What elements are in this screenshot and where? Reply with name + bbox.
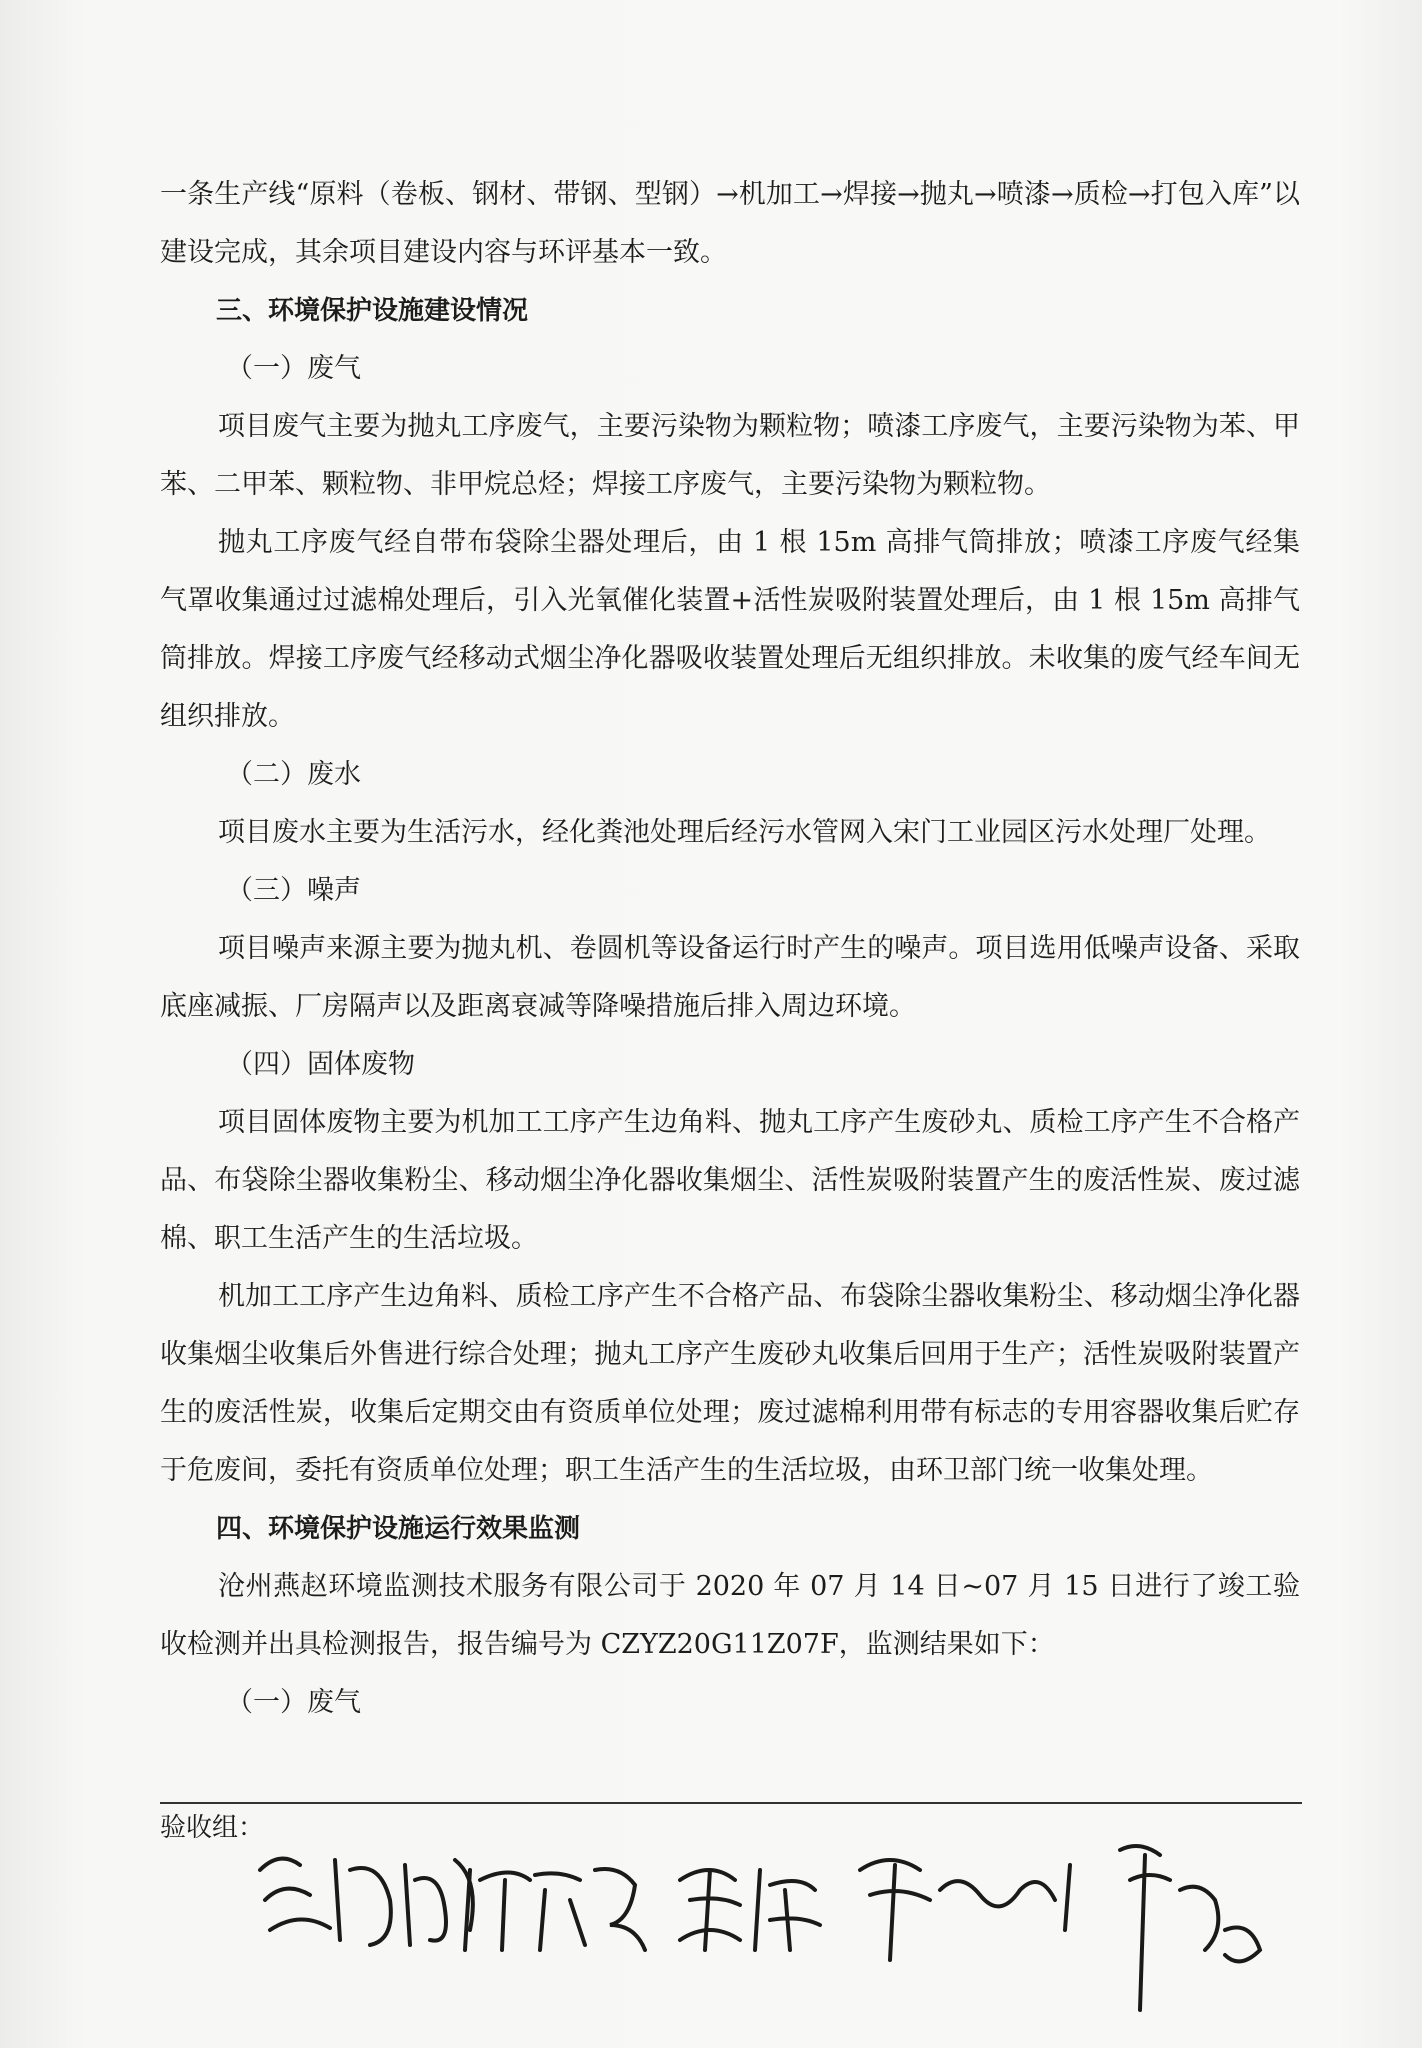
signature-5 <box>1120 1846 1260 2010</box>
subheading-exhaust-results: （一）废气 <box>226 1687 361 1718</box>
paragraph-solid-waste-handling: 机加工工序产生边角料、质检工序产生不合格产品、布袋除尘器收集粉尘、移动烟尘净化器收集烟尘收集后外售进行综合处理；抛丸工序产生废砂丸收集后回用于生产；活性炭吸附装置产生的废活性炭，收集后定期交由有资质单位处理；废过滤棉利用带有标志的专用容器收集后贮存于危废间，委托有资质单位处理；职工生活产生的生活垃圾，由环卫部门统一收集处理。 <box>160 1281 1300 1486</box>
signature-4 <box>860 1860 1070 1960</box>
paragraph-exhaust-treatment: 抛丸工序废气经自带布袋除尘器处理后，由 1 根 15m 高排气筒排放；喷漆工序废气经集气罩收集通过过滤棉处理后，引入光氧催化装置+活性炭吸附装置处理后，由 1 根 15m 高排气筒排放。焊接工序废气经移动式烟尘净化器吸收装置处理后无组织排放。未收集的废气经车间无组织排放。 <box>160 527 1300 732</box>
paragraph-wastewater: 项目废水主要为生活污水，经化粪池处理后经污水管网入宋门工业园区污水处理厂处理。 <box>218 817 1271 848</box>
subheading-wastewater: （二）废水 <box>226 759 361 790</box>
subheading-noise: （三）噪声 <box>226 875 361 906</box>
paragraph-intro: 一条生产线“原料（卷板、钢材、带钢、型钢）→机加工→焊接→抛丸→喷漆→质检→打包入库”以建设完成，其余项目建设内容与环评基本一致。 <box>160 179 1300 268</box>
acceptance-group-label: 验收组： <box>160 1813 265 1843</box>
footer-divider <box>160 1802 1302 1804</box>
paragraph-solid-waste-sources: 项目固体废物主要为机加工工序产生边角料、抛丸工序产生废砂丸、质检工序产生不合格产品、布袋除尘器收集粉尘、移动烟尘净化器收集烟尘、活性炭吸附装置产生的废活性炭、废过滤棉、职工生活产生的生活垃圾。 <box>160 1107 1300 1254</box>
signature-2 <box>465 1869 645 1950</box>
handwritten-signatures <box>240 1810 1360 2030</box>
document-body <box>160 166 1300 1732</box>
paragraph-noise: 项目噪声来源主要为抛丸机、卷圆机等设备运行时产生的噪声。项目选用低噪声设备、采取底座减振、厂房隔声以及距离衰减等降噪措施后排入周边环境。 <box>160 933 1300 1022</box>
signature-3 <box>680 1870 820 1950</box>
subheading-exhaust: （一）废气 <box>226 353 361 384</box>
paragraph-monitoring: 沧州燕赵环境监测技术服务有限公司于 2020 年 07 月 14 日~07 月 15 日进行了竣工验收检测并出具检测报告，报告编号为 CZYZ20G11Z07F，监测结果如下： <box>160 1571 1300 1660</box>
section-heading-3: 三、环境保护设施建设情况 <box>216 296 529 326</box>
signature-1 <box>260 1859 473 1945</box>
section-heading-4: 四、环境保护设施运行效果监测 <box>216 1514 581 1544</box>
subheading-solid-waste: （四）固体废物 <box>226 1049 415 1080</box>
paragraph-exhaust-sources: 项目废气主要为抛丸工序废气，主要污染物为颗粒物；喷漆工序废气，主要污染物为苯、甲苯、二甲苯、颗粒物、非甲烷总烃；焊接工序废气，主要污染物为颗粒物。 <box>160 411 1300 500</box>
